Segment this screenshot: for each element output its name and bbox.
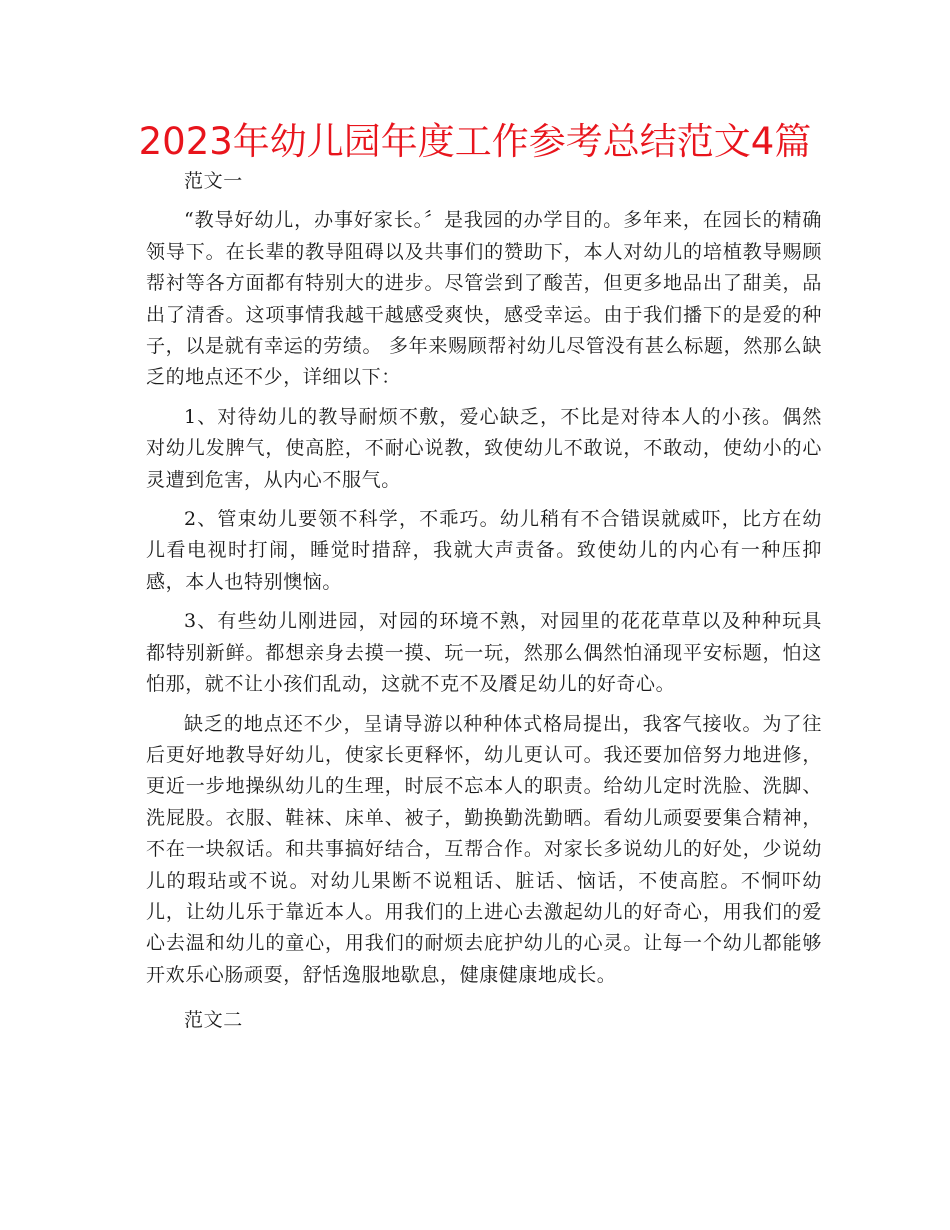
paragraph-improvement: 缺乏的地点还不少，呈请导游以种种体式格局提出，我客气接收。为了往后更好地教导好幼儿，使家长更释怀，幼儿更认可。我还要加倍努力地进修，更近一步地操纵幼儿的生理，时辰不忘本人的职责。给幼儿定时洗脸、洗脚、洗屁股。衣服、鞋袜、床单、被子，勤换勤洗勤晒。看幼儿顽耍要集合精神，不在一块叙话。和共事搞好结合，互帮合作。对家长多说幼儿的好处，少说幼儿的瑕玷或不说。对幼儿果断不说粗话、脏话、恼话，不使高腔。不恫吓幼儿，让幼儿乐于靠近本人。用我们的上进心去激起幼儿的好奇心，用我们的爱心去温和幼儿的童心，用我们的耐烦去庇护幼儿的心灵。让每一个幼儿都能够开欢乐心肠顽耍，舒恬逸服地歇息，健康健康地成长。 bbox=[146, 712, 822, 986]
paragraph-point-3: 3、有些幼儿刚进园，对园的环境不熟，对园里的花花草草以及种种玩具都特别新鲜。都想亲身去摸一摸、玩一玩，然那么偶然怕涌现平安标题，怕这怕那，就不让小孩们乱动，这就不克不及餍足幼儿的好奇心。 bbox=[146, 610, 822, 696]
section-heading-1: 范文一 bbox=[184, 170, 243, 192]
paragraph-intro: “教导好幼儿，办事好家长。〞是我园的办学目的。多年来，在园长的精确领导下。在长辈的教导阻碍以及共事们的赞助下，本人对幼儿的培植教导赐顾帮衬等各方面都有特别大的进步。尽管尝到了酸苦，但更多地品出了甜美，品出了清香。这项事情我越干越感受爽快，感受幸运。由于我们播下的是爱的种子，以是就有幸运的劳绩。 多年来赐顾帮衬幼儿尽管没有甚么标题，然那么缺乏的地点还不少，详细以下： bbox=[146, 209, 822, 389]
paragraph-point-1: 1、对待幼儿的教导耐烦不敷，爱心缺乏，不比是对待本人的小孩。偶然对幼儿发脾气，使高腔，不耐心说教，致使幼儿不敢说，不敢动，使幼小的心灵遭到危害，从内心不服气。 bbox=[146, 405, 822, 491]
section-heading-2: 范文二 bbox=[184, 1009, 243, 1032]
document-title: 2023年幼儿园年度工作参考总结范文4篇 bbox=[138, 120, 812, 163]
document-body bbox=[146, 166, 822, 1045]
paragraph-point-2: 2、管束幼儿要领不科学，不乖巧。幼儿稍有不合错误就威吓，比方在幼儿看电视时打闹，睡觉时措辞，我就大声责备。致使幼儿的内心有一种压抑感，本人也特别懊恼。 bbox=[146, 508, 822, 593]
